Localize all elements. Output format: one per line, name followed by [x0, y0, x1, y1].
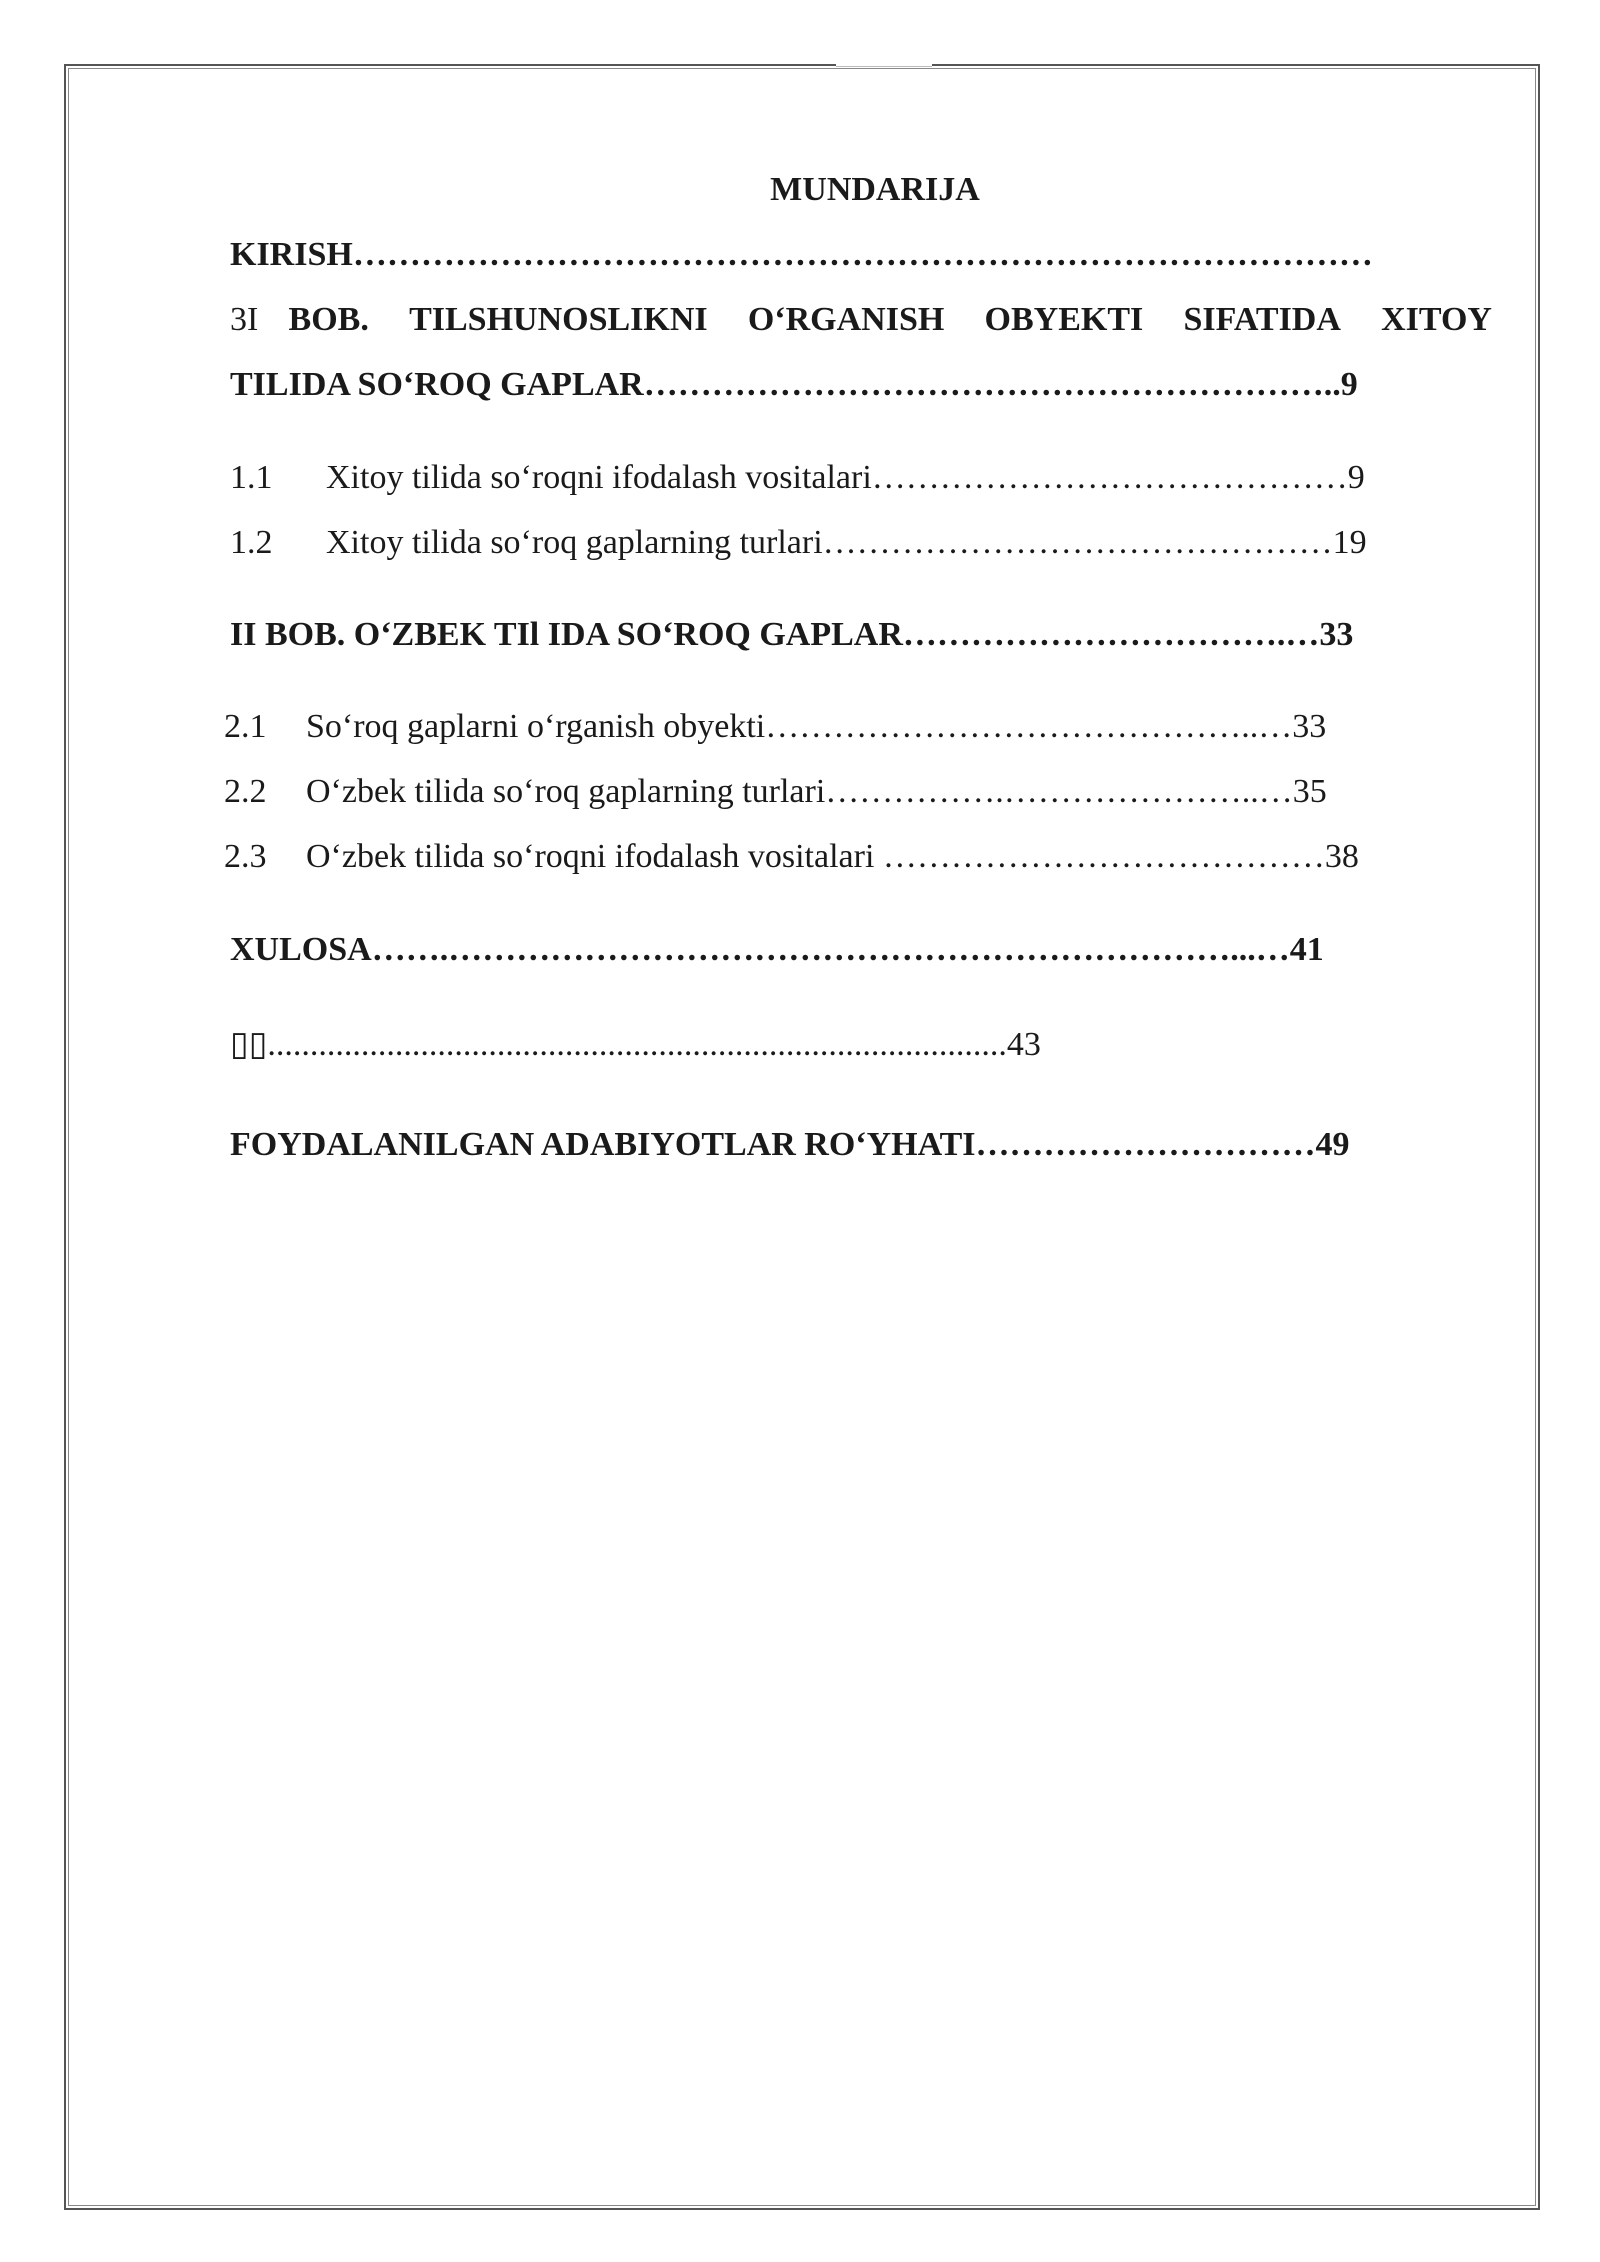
- section-title: O‘zbek tilida so‘roqni ifodalash vositalari …………………………………38: [306, 838, 1359, 875]
- section-number: 2.3: [224, 838, 267, 875]
- table-of-contents: [224, 0, 1492, 2262]
- toc-word: O‘RGANISH: [747, 301, 945, 338]
- toc-entry-section-1-2: [230, 523, 1492, 563]
- section-number: 2.2: [224, 773, 267, 810]
- section-title: Xitoy tilida so‘roq gaplarning turlari………………………………………19: [326, 524, 1367, 561]
- section-number: 2.1: [224, 708, 267, 745]
- toc-word: TILSHUNOSLIKNI: [409, 301, 708, 338]
- toc-entry-chapter2: II BOB. O‘ZBEK TIl IDA SO‘ROQ GAPLAR…………………………….…33: [230, 616, 1354, 653]
- toc-entry-section-2-1: [224, 707, 1486, 747]
- toc-entry-section-2-2: [224, 772, 1486, 812]
- toc-entry-chapter1-line2: TILIDA SO‘ROQ GAPLAR……………………………………………………..9: [230, 366, 1358, 403]
- toc-entry-references: FOYDALANILGAN ADABIYOTLAR RO‘YHATI…………………………49: [230, 1126, 1350, 1163]
- toc-word: OBYEKTI: [984, 301, 1144, 338]
- toc-entry-kirish: KIRISH………………………………………………………………………………: [230, 236, 1373, 273]
- toc-word: BOB.: [288, 301, 369, 338]
- toc-entry-section-2-3: [224, 837, 1486, 877]
- toc-entry-appendix: ▯▯.......................................................................................43: [230, 1026, 1041, 1063]
- section-number: 1.2: [230, 524, 273, 561]
- section-number: 1.1: [230, 459, 273, 496]
- toc-entry-xulosa: XULOSA…….……………………………………………………………...…41: [230, 931, 1324, 968]
- section-title: Xitoy tilida so‘roqni ifodalash vositalari……………………………………9: [326, 459, 1365, 496]
- toc-title: MUNDARIJA: [770, 171, 980, 208]
- toc-entry-chapter1-line1: [230, 300, 1492, 340]
- toc-word: XITOY: [1381, 301, 1492, 338]
- toc-entry-section-1-1: [230, 458, 1492, 498]
- toc-word: 3I: [230, 301, 259, 338]
- section-title: So‘roq gaplarni o‘rganish obyekti……………………………………..…33: [306, 708, 1327, 745]
- toc-word: SIFATIDA: [1183, 301, 1341, 338]
- section-title: O‘zbek tilida so‘roq gaplarning turlari…………….…………………..…35: [306, 773, 1327, 810]
